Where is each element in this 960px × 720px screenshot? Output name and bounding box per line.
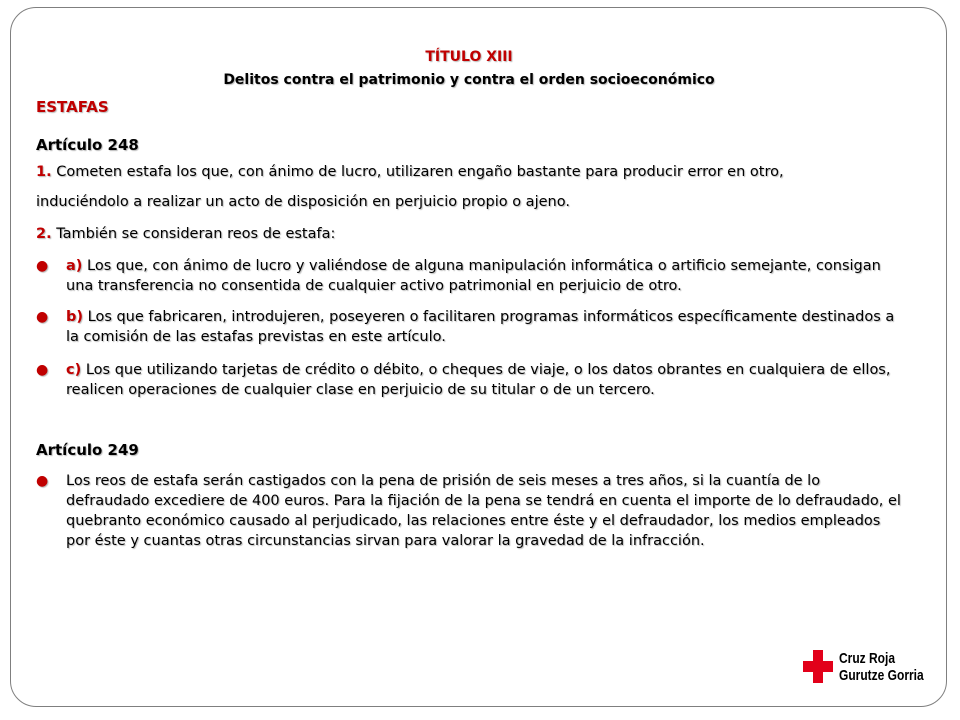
paragraph-1-number: 1. xyxy=(36,164,52,180)
section-heading: ESTAFAS xyxy=(36,98,109,116)
logo-line-2: Gurutze Gorria xyxy=(839,667,924,684)
item-label: b) xyxy=(66,309,84,325)
article-248-paragraph-1 xyxy=(36,160,906,185)
paragraph-1-line-1: Cometen estafa los que, con ánimo de lucro, utilizaren engaño bastante para producir error en otro, xyxy=(51,164,784,180)
article-248-paragraph-2 xyxy=(36,222,906,247)
subtitle-heading: Delitos contra el patrimonio y contra el orden socioeconómico xyxy=(223,72,715,88)
article-248-paragraph-1-cont xyxy=(36,190,906,215)
logo-text xyxy=(839,650,924,684)
list-item xyxy=(36,307,906,347)
list-item xyxy=(36,256,906,296)
title-heading: TÍTULO XIII xyxy=(425,49,513,65)
cruz-roja-logo xyxy=(803,650,933,690)
item-text: Los que, con ánimo de lucro y valiéndose de alguna manipulación informática o artificio semejante, consigan una transferencia no consentida de cualquier activo patrimonial en perjuicio de otro. xyxy=(66,258,881,294)
slide-frame xyxy=(10,7,947,707)
article-248-heading: Artículo 248 xyxy=(36,136,139,154)
article-249-text: Los reos de estafa serán castigados con la pena de prisión de seis meses a tres años, si la cuantía de lo defraudado excediere de 400 euros. Para la fijación de la pena se tendrá en cuenta el importe de lo defraudado, el quebranto económico causado al perjudicado, las relaciones entre éste y el defraudador, los medios empleados por éste y cuantas otras circunstancias sirvan para valorar la gravedad de la infracción. xyxy=(66,473,901,549)
paragraph-2-text: También se consideran reos de estafa: xyxy=(51,226,336,242)
bullet-icon: ● xyxy=(36,309,49,325)
item-label: a) xyxy=(66,258,83,274)
paragraph-2-number: 2. xyxy=(36,226,52,242)
paragraph-1-line-2: induciéndolo a realizar un acto de disposición en perjuicio propio o ajeno. xyxy=(36,194,570,210)
list-item xyxy=(36,471,906,551)
item-text: Los que utilizando tarjetas de crédito o débito, o cheques de viaje, o los datos obrantes en cualquiera de ellos, realicen operaciones de cualquier clase en perjuicio de su titular o de un tercero. xyxy=(66,362,891,398)
item-text: Los que fabricaren, introdujeren, poseyeren o facilitaren programas informáticos específicamente destinados a la comisión de las estafas previstas en este artículo. xyxy=(66,309,895,345)
bullet-icon: ● xyxy=(36,362,49,378)
logo-line-1: Cruz Roja xyxy=(839,650,896,667)
red-cross-icon xyxy=(803,650,833,683)
bullet-icon: ● xyxy=(36,473,49,489)
list-item xyxy=(36,360,906,400)
item-label: c) xyxy=(66,362,82,378)
bullet-icon: ● xyxy=(36,258,49,274)
article-249-heading: Artículo 249 xyxy=(36,441,139,459)
